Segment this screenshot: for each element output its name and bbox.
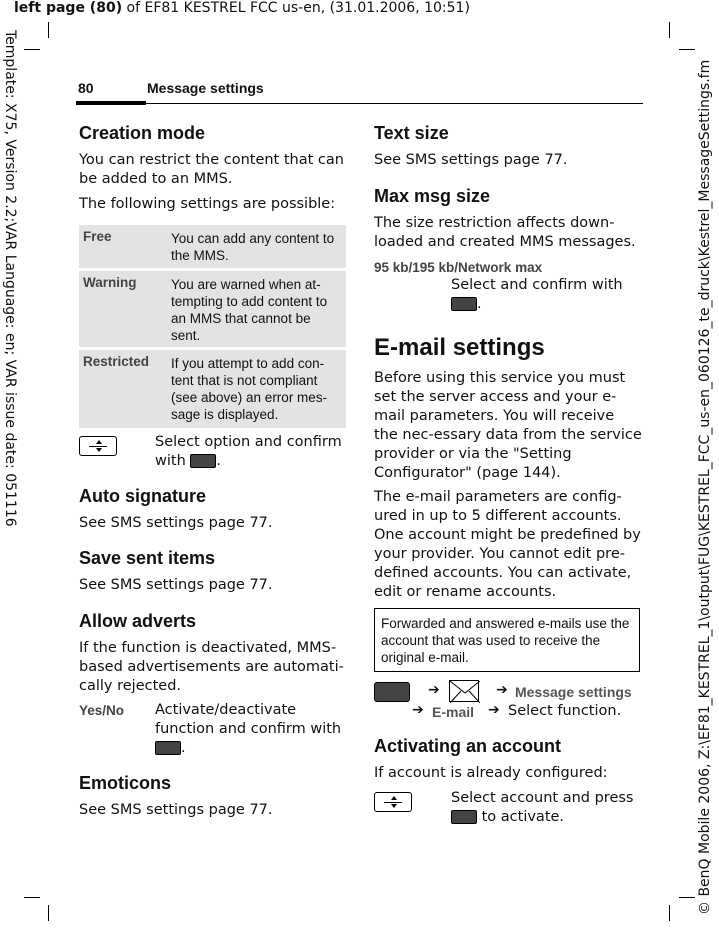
activating-step: Select account and press to activate. xyxy=(451,790,634,825)
softkey-icon xyxy=(451,297,477,311)
size-options-label: 95 kb/195 kb/Network max xyxy=(374,260,543,275)
arrow-icon: ➔ xyxy=(496,682,508,698)
activating-text: If account is already configured: xyxy=(374,765,608,781)
print-page-label: left page (80) xyxy=(14,0,123,16)
activating-heading: Activating an account xyxy=(374,736,562,756)
row-key: Warning xyxy=(83,275,137,290)
menu-email: E-mail xyxy=(432,704,475,720)
print-header xyxy=(14,0,470,16)
row-key: Free xyxy=(83,229,112,244)
navigation-key-icon xyxy=(374,792,412,812)
note-box: Forwarded and answered e-mails use the account that was used to receive the original e-mail. xyxy=(374,608,640,672)
left-margin-note xyxy=(0,0,20,928)
crop-mark xyxy=(679,897,695,898)
max-msg-heading: Max msg size xyxy=(374,186,491,206)
auto-signature-heading: Auto signature xyxy=(79,486,207,506)
creation-mode-text: You can restrict the content that can be added to an MMS. xyxy=(79,152,344,187)
creation-mode-heading: Creation mode xyxy=(79,123,206,143)
select-option-text: Select option and confirm with . xyxy=(155,434,342,469)
table-row xyxy=(79,350,346,428)
row-value: You can add any content to the MMS. xyxy=(171,231,335,263)
menu-message-settings: Message settings xyxy=(515,684,632,700)
crop-mark xyxy=(24,897,40,898)
yes-no-label: Yes/No xyxy=(79,703,125,718)
table-row xyxy=(79,225,346,268)
softkey-icon xyxy=(451,810,477,824)
row-value: You are warned when at-tempting to add content to an MMS that cannot be sent. xyxy=(171,277,328,343)
softkey-icon xyxy=(190,454,216,468)
email-accounts-text: The e-mail parameters are config-ured in up to 5 different accounts. One account might be predefined by your provider. You cannot edit pre-defined accounts. You can activate, edit or rename accounts. xyxy=(374,489,641,600)
copyright-path: © BenQ Mobile 2006, Z:\EF81_KESTREL_1\output\FUG\KESTREL_FCC_us-en_060126_te_druck\Kestrel_MessageSettings.fm xyxy=(697,59,713,915)
crop-mark xyxy=(679,49,695,50)
print-header-info: of EF81 KESTREL FCC us-en, (31.01.2006, 10:51) xyxy=(122,0,470,16)
email-intro: Before using this service you must set the server access and your e-mail parameters. You will receive the nec-essary data from the service provider or via the "Setting Configurator" (page 144). xyxy=(374,370,642,481)
arrow-icon: ➔ xyxy=(488,702,500,718)
navigation-key-icon xyxy=(79,436,117,456)
softkey-icon xyxy=(374,682,410,702)
template-info: Template: X75, Version 2.2;VAR Language: en; VAR issue date: 051116 xyxy=(2,30,18,527)
envelope-icon xyxy=(449,680,479,702)
save-sent-text: See SMS settings page 77. xyxy=(79,577,273,593)
header-rule xyxy=(146,103,643,104)
text-size-text: See SMS settings page 77. xyxy=(374,152,568,168)
right-margin-note xyxy=(695,0,719,928)
crop-mark xyxy=(24,49,40,50)
creation-mode-intro: The following settings are possible: xyxy=(79,196,336,212)
max-msg-option: Select and confirm with . xyxy=(451,277,623,312)
emoticons-heading: Emoticons xyxy=(79,773,172,793)
allow-adverts-heading: Allow adverts xyxy=(79,611,197,631)
table-row xyxy=(79,271,346,347)
crop-mark xyxy=(48,22,49,38)
softkey-icon xyxy=(155,741,181,755)
header-rule-thick xyxy=(76,101,146,105)
allow-adverts-text: If the function is deactivated, MMS-based advertisements are automati-cally rejected. xyxy=(79,640,344,694)
page-number: 80 xyxy=(78,80,94,96)
arrow-icon: ➔ xyxy=(428,682,440,698)
settings-table xyxy=(79,225,346,431)
select-function-text: Select function. xyxy=(508,703,622,719)
page-title: Message settings xyxy=(147,80,264,96)
row-key: Restricted xyxy=(83,354,150,369)
row-value: If you attempt to add con-tent that is not compliant (see above) an error mes-sage is displayed. xyxy=(171,356,328,422)
text-size-heading: Text size xyxy=(374,123,449,143)
auto-signature-text: See SMS settings page 77. xyxy=(79,515,273,531)
save-sent-heading: Save sent items xyxy=(79,548,216,568)
arrow-icon: ➔ xyxy=(412,702,424,718)
max-msg-text: The size restriction affects down-loaded and created MMS messages. xyxy=(374,215,636,250)
crop-mark xyxy=(669,905,670,921)
crop-mark xyxy=(669,22,670,38)
crop-mark xyxy=(48,905,49,921)
allow-adverts-option: Activate/deactivate function and confirm with . xyxy=(155,702,342,756)
email-settings-heading: E-mail settings xyxy=(374,334,545,361)
emoticons-text: See SMS settings page 77. xyxy=(79,802,273,818)
